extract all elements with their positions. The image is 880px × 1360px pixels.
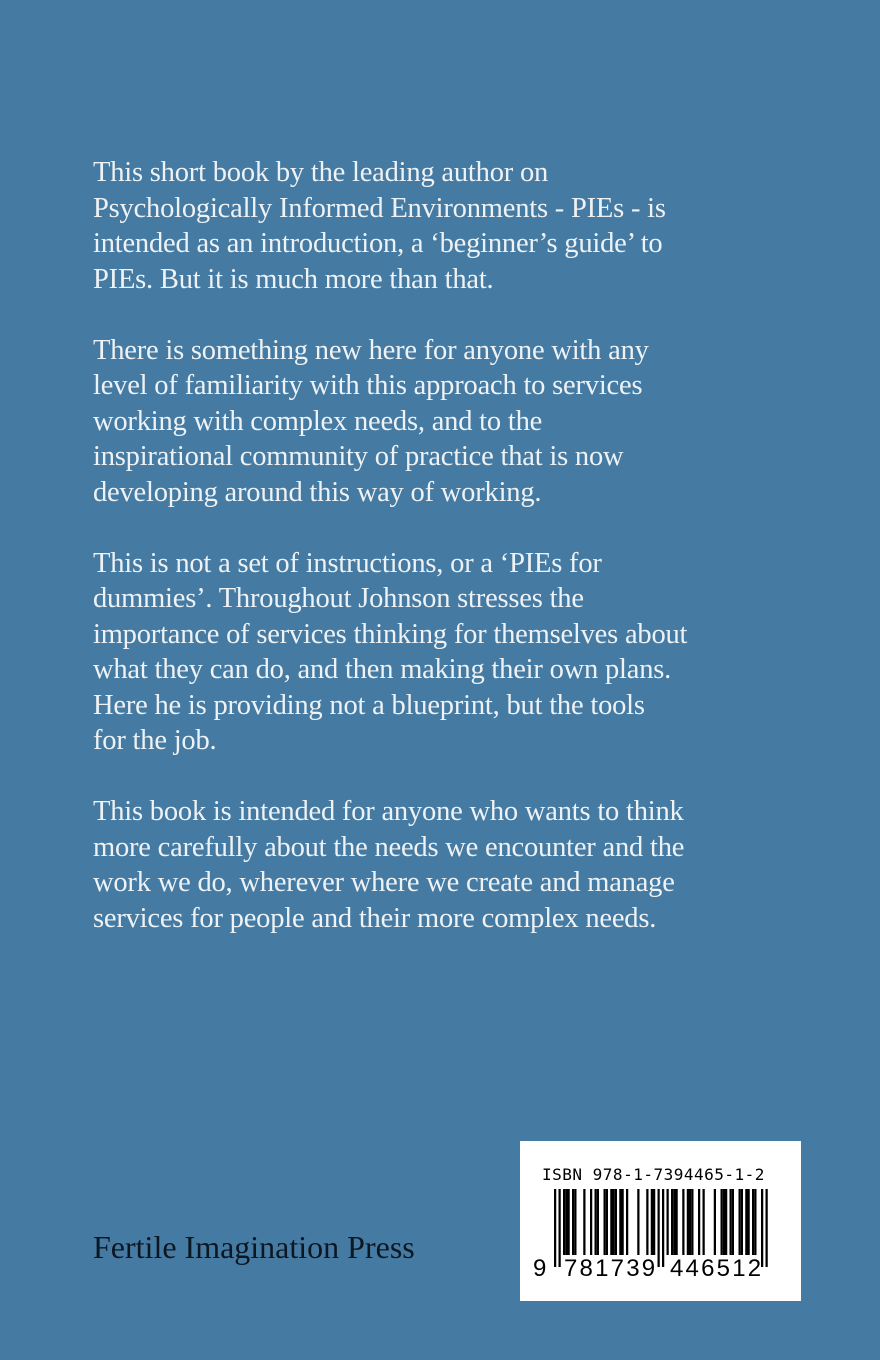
barcode-bar — [676, 1189, 678, 1255]
barcode-bar — [748, 1189, 750, 1255]
blurb-line: This short book by the leading author on — [93, 157, 549, 188]
barcode-bar — [745, 1189, 747, 1255]
blurb-paragraph-2 — [93, 333, 773, 511]
barcode-bar — [730, 1189, 732, 1255]
barcode-bar — [595, 1189, 597, 1255]
ean-left-digits: 781739 — [564, 1255, 658, 1282]
barcode-bar — [622, 1189, 624, 1255]
barcode-bar — [597, 1189, 599, 1255]
barcode-bar — [752, 1189, 754, 1255]
blurb-line: Psychologically Informed Environments - PIEs - is — [93, 192, 666, 224]
barcode-bar — [725, 1189, 727, 1255]
barcode-bar — [689, 1189, 691, 1255]
barcode-bar — [565, 1189, 567, 1255]
blurb-line: importance of services thinking for themselves about — [93, 618, 688, 650]
barcode-bar — [671, 1189, 673, 1255]
barcode-bar — [721, 1189, 723, 1255]
barcode-bar — [667, 1189, 669, 1255]
barcode-bar — [563, 1189, 565, 1255]
blurb-text — [93, 155, 773, 972]
barcode-bar — [682, 1189, 684, 1255]
blurb-line: This book is intended for anyone who wants to think — [93, 796, 684, 827]
barcode-bar — [626, 1189, 628, 1255]
blurb-line: what they can do, and then making their own plans. — [93, 654, 672, 685]
barcode-guard-bar — [658, 1189, 660, 1267]
publisher-name: Fertile Imagination Press — [93, 1229, 415, 1265]
barcode-guard-bar — [559, 1189, 561, 1267]
barcode-guard-bar — [554, 1189, 556, 1267]
blurb-line: services for people and their more complex needs. — [93, 902, 657, 934]
barcode-bar — [574, 1189, 576, 1255]
blurb-line: working with complex needs, and to the — [93, 405, 543, 437]
barcode-bar — [583, 1189, 585, 1255]
blurb-line: work we do, wherever where we create and manage — [93, 867, 675, 898]
blurb-line: dummies’. Throughout Johnson stresses the — [93, 583, 584, 614]
blurb-line: This is not a set of instructions, or a ‘PIEs for — [93, 547, 602, 579]
barcode-bar — [691, 1189, 693, 1255]
barcode-bar — [590, 1189, 592, 1255]
barcode-bar — [606, 1189, 608, 1255]
barcode-bar — [687, 1189, 689, 1255]
barcode-bar — [673, 1189, 675, 1255]
barcode-bar — [619, 1189, 621, 1255]
barcode-bar — [615, 1189, 617, 1255]
barcode-bar — [653, 1189, 655, 1255]
blurb-line: Here he is providing not a blueprint, but the tools — [93, 689, 645, 721]
barcode-bar — [714, 1189, 716, 1255]
blurb-line: level of familiarity with this approach to services — [93, 370, 643, 401]
barcode-guard-bar — [766, 1189, 768, 1267]
blurb-paragraph-3 — [93, 546, 773, 759]
barcode-bar — [739, 1189, 741, 1255]
barcode-guard-bar — [662, 1189, 664, 1267]
barcode-bar — [723, 1189, 725, 1255]
blurb-paragraph-1 — [93, 155, 773, 297]
blurb-paragraph-4 — [93, 794, 773, 936]
barcode-bar — [610, 1189, 612, 1255]
blurb-line: intended as an introduction, a ‘beginner’s guide’ to — [93, 228, 663, 259]
blurb-line: for the job. — [93, 725, 217, 756]
isbn-label: ISBN 978-1-7394465-1-2 — [542, 1165, 765, 1184]
barcode-bar — [568, 1189, 570, 1255]
isbn-barcode — [520, 1141, 801, 1301]
barcode-bar — [754, 1189, 756, 1255]
barcode-bar — [741, 1189, 743, 1255]
ean-right-digits: 446512 — [670, 1255, 764, 1282]
blurb-line: inspirational community of practice that is now — [93, 441, 624, 472]
barcode-bar — [637, 1189, 639, 1255]
barcode-bar — [698, 1189, 700, 1255]
blurb-line: more carefully about the needs we encounter and the — [93, 831, 685, 863]
barcode-bar — [613, 1189, 615, 1255]
blurb-line: developing around this way of working. — [93, 476, 542, 508]
ean-first-digit: 9 — [533, 1255, 549, 1282]
barcode-bar — [572, 1189, 574, 1255]
blurb-line: PIEs. But it is much more than that. — [93, 263, 494, 295]
barcode-bar — [703, 1189, 705, 1255]
blurb-line: There is something new here for anyone with any — [93, 334, 649, 366]
barcode-bar — [732, 1189, 734, 1255]
barcode-bar — [646, 1189, 648, 1255]
barcode-bar — [651, 1189, 653, 1255]
barcode-bar — [604, 1189, 606, 1255]
